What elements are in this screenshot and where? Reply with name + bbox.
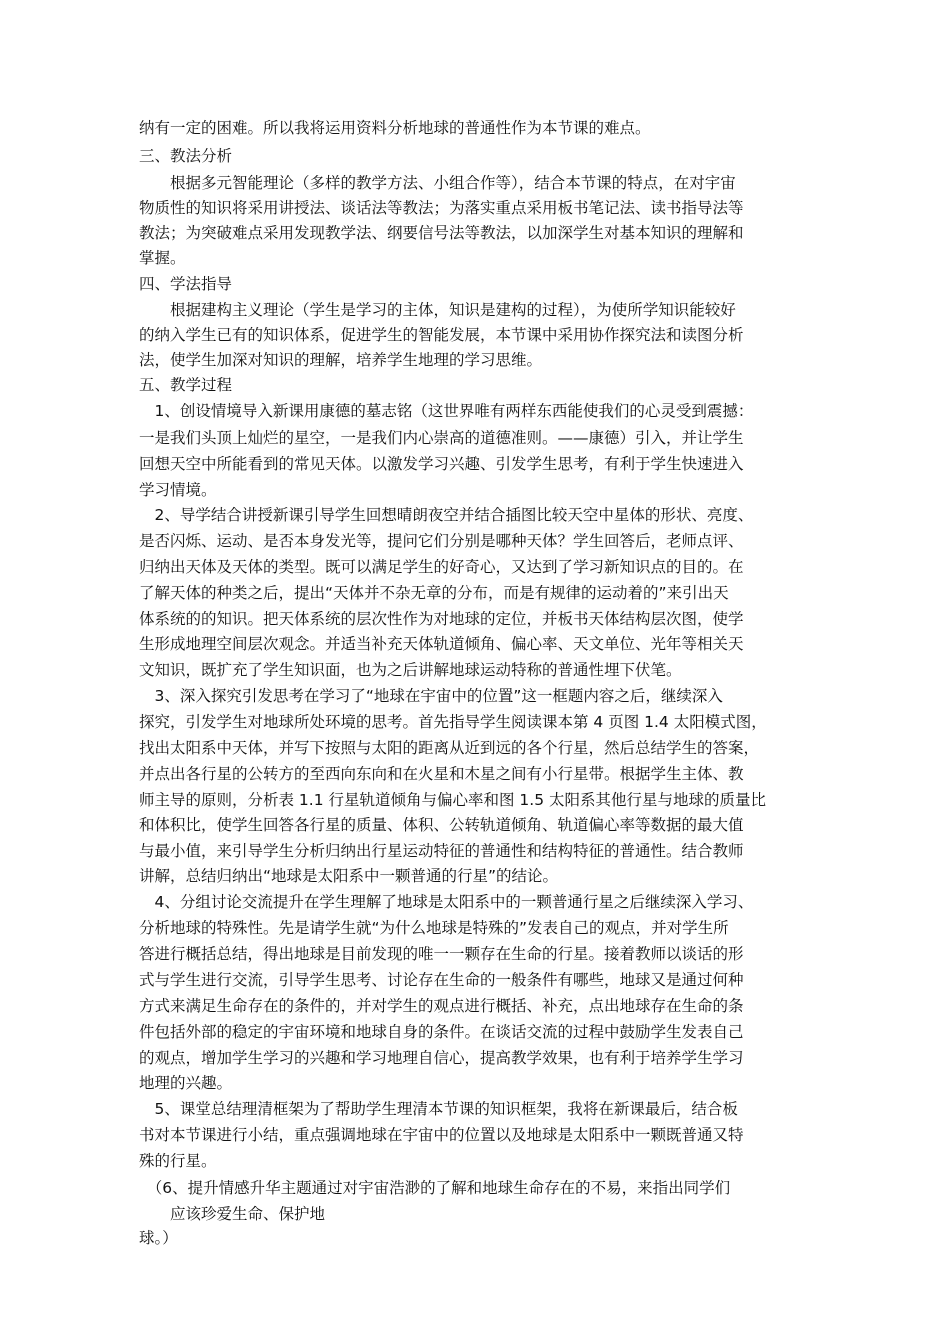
text-line: 并点出各行星的公转方的至西向东向和在火星和木星之间有小行星带。根据学生主体、教 [139,765,744,783]
text-line: 的纳入学生已有的知识体系，促进学生的智能发展，本节课中采用协作探究法和读图分析 [139,326,744,344]
text-line: 件包括外部的稳定的宇宙环境和地球自身的条件。在谈话交流的过程中鼓励学生发表自己 [139,1023,744,1041]
text-line: 的观点，增加学生学习的兴趣和学习地理自信心，提高教学效果，也有利于培养学生学习 [139,1049,744,1067]
text-line: 是否闪烁、运动、是否本身发光等，提问它们分别是哪种天体？学生回答后，老师点评、 [139,532,744,550]
text-line: 文知识，既扩充了学生知识面，也为之后讲解地球运动特称的普通性埋下伏笔。 [139,661,682,679]
text-line: 体系统的的知识。把天体系统的层次性作为对地球的定位，并板书天体结构层次图，使学 [139,610,744,628]
text-line: 根据建构主义理论（学生是学习的主体，知识是建构的过程），为使所学知识能较好 [139,301,736,319]
text-line: 了解天体的种类之后，提出“天体并不杂无章的分布，而是有规律的运动着的”来引出天 [139,584,729,602]
text-line: 讲解，总结归纳出“地球是太阳系中一颗普通的行星”的结论。 [139,867,559,885]
text-line: 生形成地理空间层次观念。并适当补充天体轨道倾角、偏心率、天文单位、光年等相关天 [139,635,744,653]
text-line: 掌握。 [139,249,186,267]
text-line: 答进行概括总结，得出地球是目前发现的唯一一颗存在生命的行星。接着教师以谈话的形 [139,945,744,963]
text-line: 分析地球的特殊性。先是请学生就“为什么地球是特殊的”发表自己的观点，并对学生所 [139,919,729,937]
text-line: 一是我们头顶上灿烂的星空，一是我们内心崇高的道德准则。——康德）引入，并让学生 [139,429,744,447]
text-line: 师主导的原则，分析表 1.1 行星轨道倾角与偏心率和图 1.5 太阳系其他行星与地球的质量比 [139,791,767,809]
text-line: 回想天空中所能看到的常见天体。以激发学习兴趣、引发学生思考，有利于学生快速进入 [139,455,744,473]
text-line: 教法；为突破难点采用发现教学法、纲要信号法等教法，以加深学生对基本知识的理解和 [139,224,744,242]
text-line: 方式来满足生命存在的条件的，并对学生的观点进行概括、补充，点出地球存在生命的条 [139,997,744,1015]
text-line: （6、提升情感升华主题通过对宇宙浩渺的了解和地球生命存在的不易，来指出同学们 [139,1179,731,1197]
text-line: 应该珍爱生命、保护地 [139,1205,326,1223]
text-line: 球。） [139,1229,178,1247]
text-line: 探究，引发学生对地球所处环境的思考。首先指导学生阅读课本第 4 页图 1.4 太阳模式图， [139,713,767,731]
text-line: 学习情境。 [139,481,217,499]
text-line: 根据多元智能理论（多样的教学方法、小组合作等），结合本节课的特点，在对宇宙 [139,174,736,192]
text-line: 地理的兴趣。 [139,1074,233,1092]
text-line: 和体积比，使学生回答各行星的质量、体积、公转轨道倾角、轨道偏心率等数据的最大值 [139,816,744,834]
text-line: 纳有一定的困难。所以我将运用资料分析地球的普通性作为本节课的难点。 [139,119,651,137]
text-line: 找出太阳系中天体，并写下按照与太阳的距离从近到远的各个行星，然后总结学生的答案， [139,739,760,757]
section-heading: 五、教学过程 [139,376,233,394]
section-heading: 四、学法指导 [139,275,233,293]
text-line: 法，使学生加深对知识的理解，培养学生地理的学习思维。 [139,351,543,369]
text-line: 归纳出天体及天体的类型。既可以满足学生的好奇心，又达到了学习新知识点的目的。在 [139,558,744,576]
text-line: 3、深入探究引发思考在学习了“地球在宇宙中的位置”这一框题内容之后，继续深入 [139,687,723,705]
text-line: 5、课堂总结理清框架为了帮助学生理清本节课的知识框架，我将在新课最后，结合板 [139,1100,738,1118]
section-heading: 三、教法分析 [139,147,233,165]
text-line: 书对本节课进行小结，重点强调地球在宇宙中的位置以及地球是太阳系中一颗既普通又特 [139,1126,744,1144]
text-line: 1、创设情境导入新课用康德的墓志铭（这世界唯有两样东西能使我们的心灵受到震撼： [139,402,754,420]
text-line: 殊的行星。 [139,1152,217,1170]
text-line: 4、分组讨论交流提升在学生理解了地球是太阳系中的一颗普通行星之后继续深入学习、 [139,893,754,911]
text-line: 2、导学结合讲授新课引导学生回想晴朗夜空并结合插图比较天空中星体的形状、亮度、 [139,506,754,524]
text-line: 物质性的知识将采用讲授法、谈话法等教法；为落实重点采用板书笔记法、读书指导法等 [139,199,744,217]
text-line: 与最小值，来引导学生分析归纳出行星运动特征的普通性和结构特征的普通性。结合教师 [139,842,744,860]
text-line: 式与学生进行交流，引导学生思考、讨论存在生命的一般条件有哪些，地球又是通过何种 [139,971,744,989]
